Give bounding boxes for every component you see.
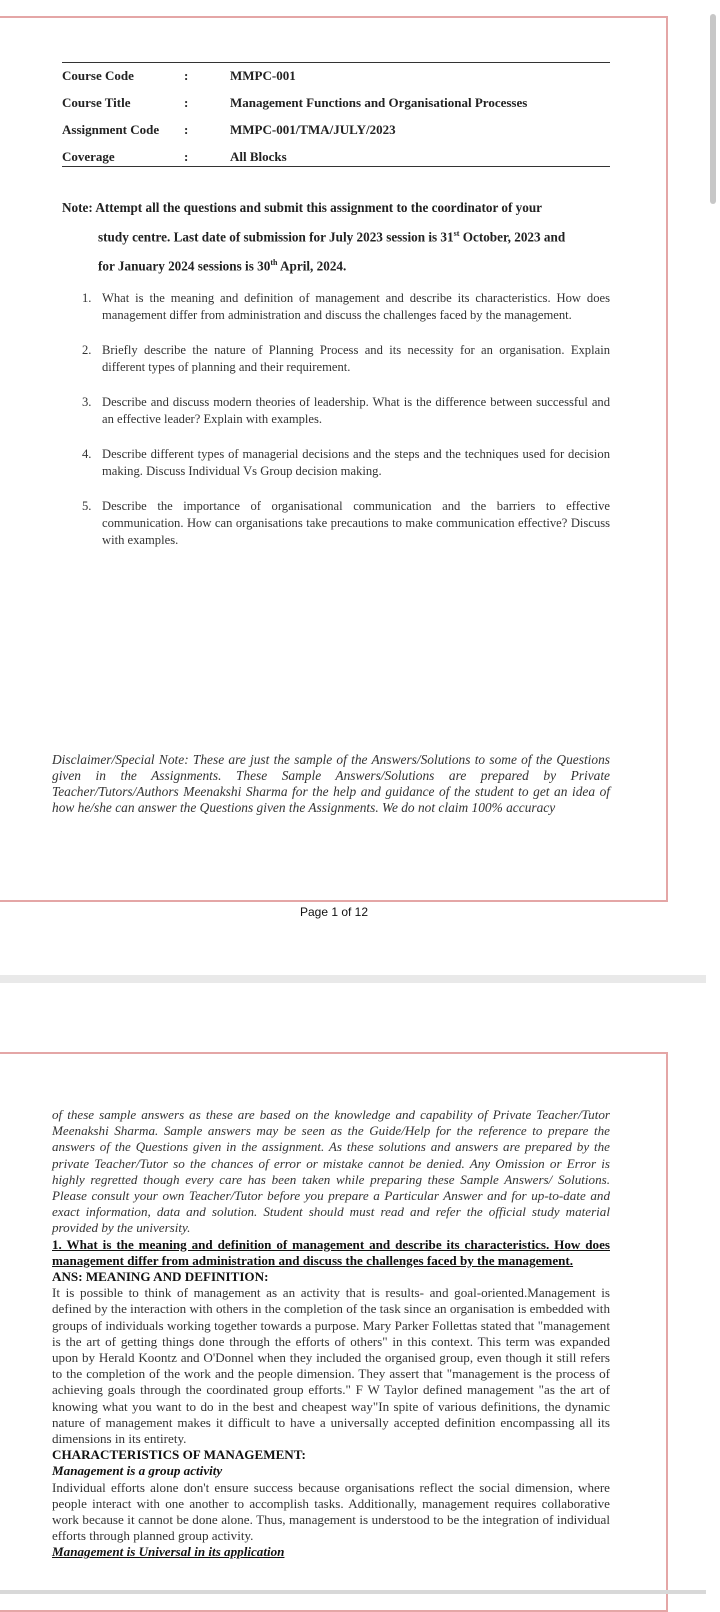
question-number: 2.: [82, 343, 92, 357]
question-item: [82, 446, 610, 480]
question-item: [82, 394, 610, 428]
disclaimer-continued: of these sample answers as these are based on the knowledge and capability of Private Teacher/Tutor Meenakshi Sharma. Sample answers may be seen as the Guide/Help for the reference to prepare the answers of the Questions given in the assignment. As these solutions and answers are prepared by the private Teacher/Tutor so the chances of error or mistake cannot be denied. Any Omission or Error is highly regretted though every care has been taken while preparing these Sample Answers/ Solutions. Please consult your own Teacher/Tutor before you prepare a Particular Answer and for up-to-date and exact information, data and solution. Student should must read and refer the official study material provided by the university.: [52, 1107, 610, 1236]
subheading-universal: [52, 1544, 610, 1551]
course-meta-table: [62, 62, 610, 167]
meta-row-course-title: [62, 90, 610, 117]
answer-heading: ANS: MEANING AND DEFINITION:: [52, 1269, 269, 1285]
group-activity-body: Individual efforts alone don't ensure success because organisations reflect the social dimension, where people interact with one another to accomplish tasks. Additionally, management requires collaborative work because it cannot be done alone. Thus, management is understood to be the integration of individual efforts through planned group activity.: [52, 1479, 610, 1544]
question-text: Describe and discuss modern theories of leadership. What is the difference between successful and an effective leader? Explain with examples.: [102, 395, 610, 426]
question-list: [82, 290, 610, 567]
answer-body: It is possible to think of management as an activity that is results- and goal-oriented.Management is defined by the interaction with others in the completion of the task since an organisation is embedded with groups of individuals working together towards a purpose. Mary Parker Follettas stated that "management is the art of getting things done through the efforts of others" in this context. This term was expanded upon by Herald Koontz and O'Donnel when they included the organised group, even though it still refers to the completion of the work and the people dimension. They assert that "management is the process of achieving goals through the coordinated group efforts." F W Taylor defined management "as the art of knowing what you want to do in the best and cheapest way"In spite of various definitions, the dynamic nature of management makes it difficult to have a universally accepted definition encompassing all its dimensions in its entirety.: [52, 1285, 610, 1447]
page-separator: [0, 975, 706, 983]
meta-value: MMPC-001/TMA/JULY/2023: [230, 122, 396, 137]
meta-label: Coverage: [62, 149, 115, 164]
note-line-2: study centre. Last date of submission for July 2023 session is 31st October, 2023 and: [98, 229, 566, 245]
question-number: 3.: [82, 395, 92, 409]
meta-value: Management Functions and Organisational Processes: [230, 95, 528, 110]
meta-colon: :: [184, 68, 189, 83]
question-text: Briefly describe the nature of Planning Process and its necessity for an organisation. Explain different types of planning and their requirement.: [102, 343, 610, 374]
question-number: 5.: [82, 499, 92, 513]
meta-label: Assignment Code: [62, 122, 160, 137]
question-number: 4.: [82, 447, 92, 461]
submission-note: [62, 195, 610, 280]
meta-row-coverage: [62, 144, 610, 167]
question-item: [82, 342, 610, 376]
meta-label: Course Title: [62, 95, 131, 110]
page-number: Page 1 of 12: [299, 905, 369, 919]
disclaimer-text: Disclaimer/Special Note: These are just the sample of the Answers/Solutions to some of the Questions given in the Assignments. These Sample Answers/Solutions are prepared by Private Teacher/Tutors/Authors Meenakshi Sharma for the help and guidance of the student to get an idea of how he/she can answer the Questions given the Assignments. We do not claim 100% accuracy: [52, 752, 610, 815]
meta-colon: :: [184, 149, 189, 164]
question-text: Describe different types of managerial decisions and the steps and the techniques used for decision making. Discuss Individual Vs Group decision making.: [102, 447, 610, 478]
meta-row-course-code: [62, 63, 610, 90]
meta-label: Course Code: [62, 68, 134, 83]
note-line-3: for January 2024 sessions is 30th April, 2024.: [98, 258, 347, 274]
question-text: What is the meaning and definition of management and describe its characteristics. How does management differ from administration and discuss the challenges faced by the management.: [102, 291, 610, 322]
meta-colon: :: [184, 95, 189, 110]
question-item: [82, 498, 610, 549]
question-heading: 1. What is the meaning and definition of management and describe its characteristics. How does management differ from administration and discuss the challenges faced by the management.: [52, 1236, 610, 1268]
meta-value: All Blocks: [230, 149, 287, 164]
horizontal-scrollbar[interactable]: [0, 1590, 706, 1594]
meta-value: MMPC-001: [230, 68, 296, 83]
note-line-1: Note: Attempt all the questions and submit this assignment to the coordinator of your: [62, 200, 543, 215]
scrollbar-track[interactable]: [706, 0, 720, 1600]
question-number: 1.: [82, 291, 92, 305]
subheading-group-activity: Management is a group activity: [52, 1463, 223, 1479]
question-text: Describe the importance of organisational communication and the barriers to effective communication. How can organisations take precautions to make communication effective? Discuss with examples.: [102, 499, 610, 547]
scrollbar-thumb[interactable]: [710, 14, 716, 204]
meta-row-assignment-code: [62, 117, 610, 144]
characteristics-heading: CHARACTERISTICS OF MANAGEMENT:: [52, 1447, 306, 1463]
page-2-content: [52, 1107, 610, 1551]
question-item: [82, 290, 610, 324]
meta-colon: :: [184, 122, 189, 137]
